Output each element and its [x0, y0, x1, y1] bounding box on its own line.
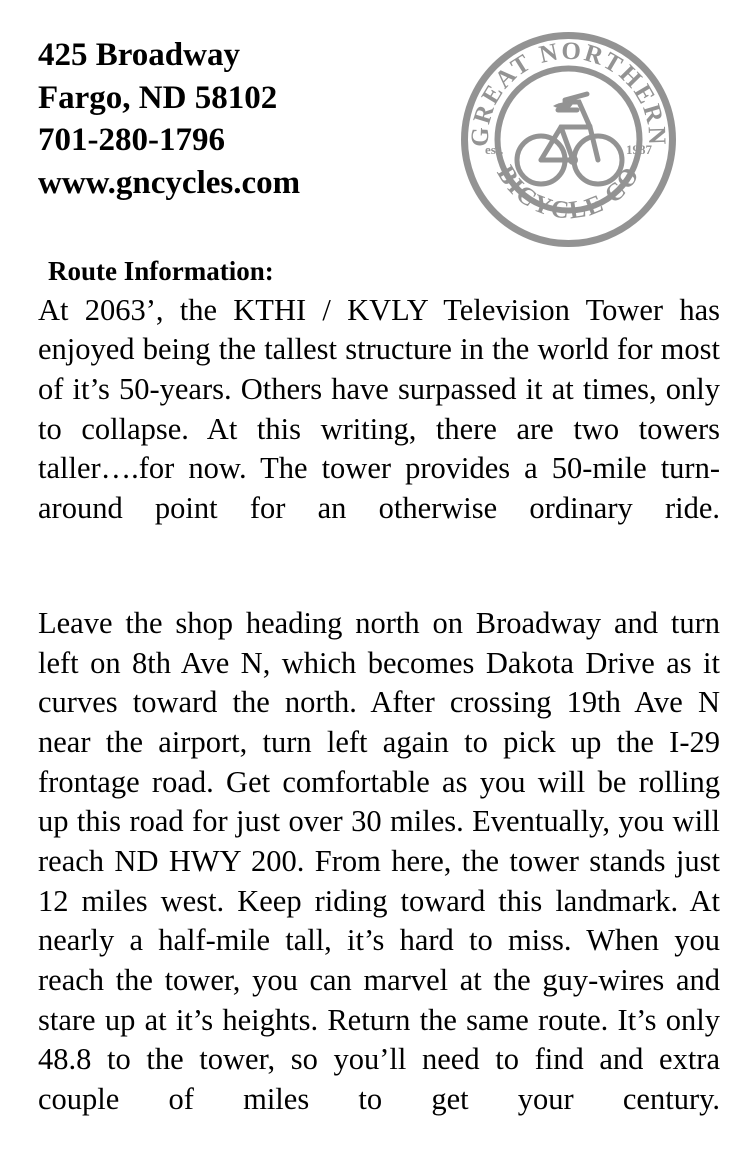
svg-text:BICYCLE CO: BICYCLE CO	[491, 160, 646, 225]
svg-text:GREAT NORTHERN: GREAT NORTHERN	[466, 37, 671, 148]
address-line-website: www.gncycles.com	[38, 164, 301, 201]
route-information-heading: Route Information:	[48, 256, 274, 286]
route-paragraph-1: At 2063’, the KTHI / KVLY Television Tower has enjoyed being the tallest structure in the world for most of it’s 50-years. Others have surpassed it at times, only to collapse. At this writing, there are two towers taller….for now. The tower provides a 50-mile turn-around point for an otherwise ordinary ride.	[38, 292, 720, 525]
shop-address-block	[38, 30, 300, 204]
address-line-street: 425 Broadway	[38, 37, 240, 73]
route-paragraph-2: Leave the shop heading north on Broadway and turn left on 8th Ave N, which becomes Dakota Drive as it curves toward the north. After crossing 19th Ave N near the airport, turn left again to pick up the I-29 frontage road. Get comfortable as you will be rolling up this road for just over 30 miles. Eventually, you will reach ND HWY 200. From here, the tower stands just 12 miles west. Keep riding toward this landmark. At nearly a half-mile tall, it’s hard to miss. When you reach the tower, you can marvel at the guy-wires and stare up at it’s heights. Return the same route. It’s only 48.8 to the tower, so you’ll need to find and extra couple of miles to get your century.	[38, 606, 720, 1116]
document-header	[38, 30, 720, 247]
svg-text:1987: 1987	[626, 142, 652, 157]
great-northern-bicycle-co-logo-icon	[461, 32, 676, 247]
address-line-city-state-zip: Fargo, ND 58102	[38, 79, 278, 116]
address-line-phone: 701-280-1796	[38, 122, 225, 159]
svg-text:est.: est.	[485, 142, 504, 157]
